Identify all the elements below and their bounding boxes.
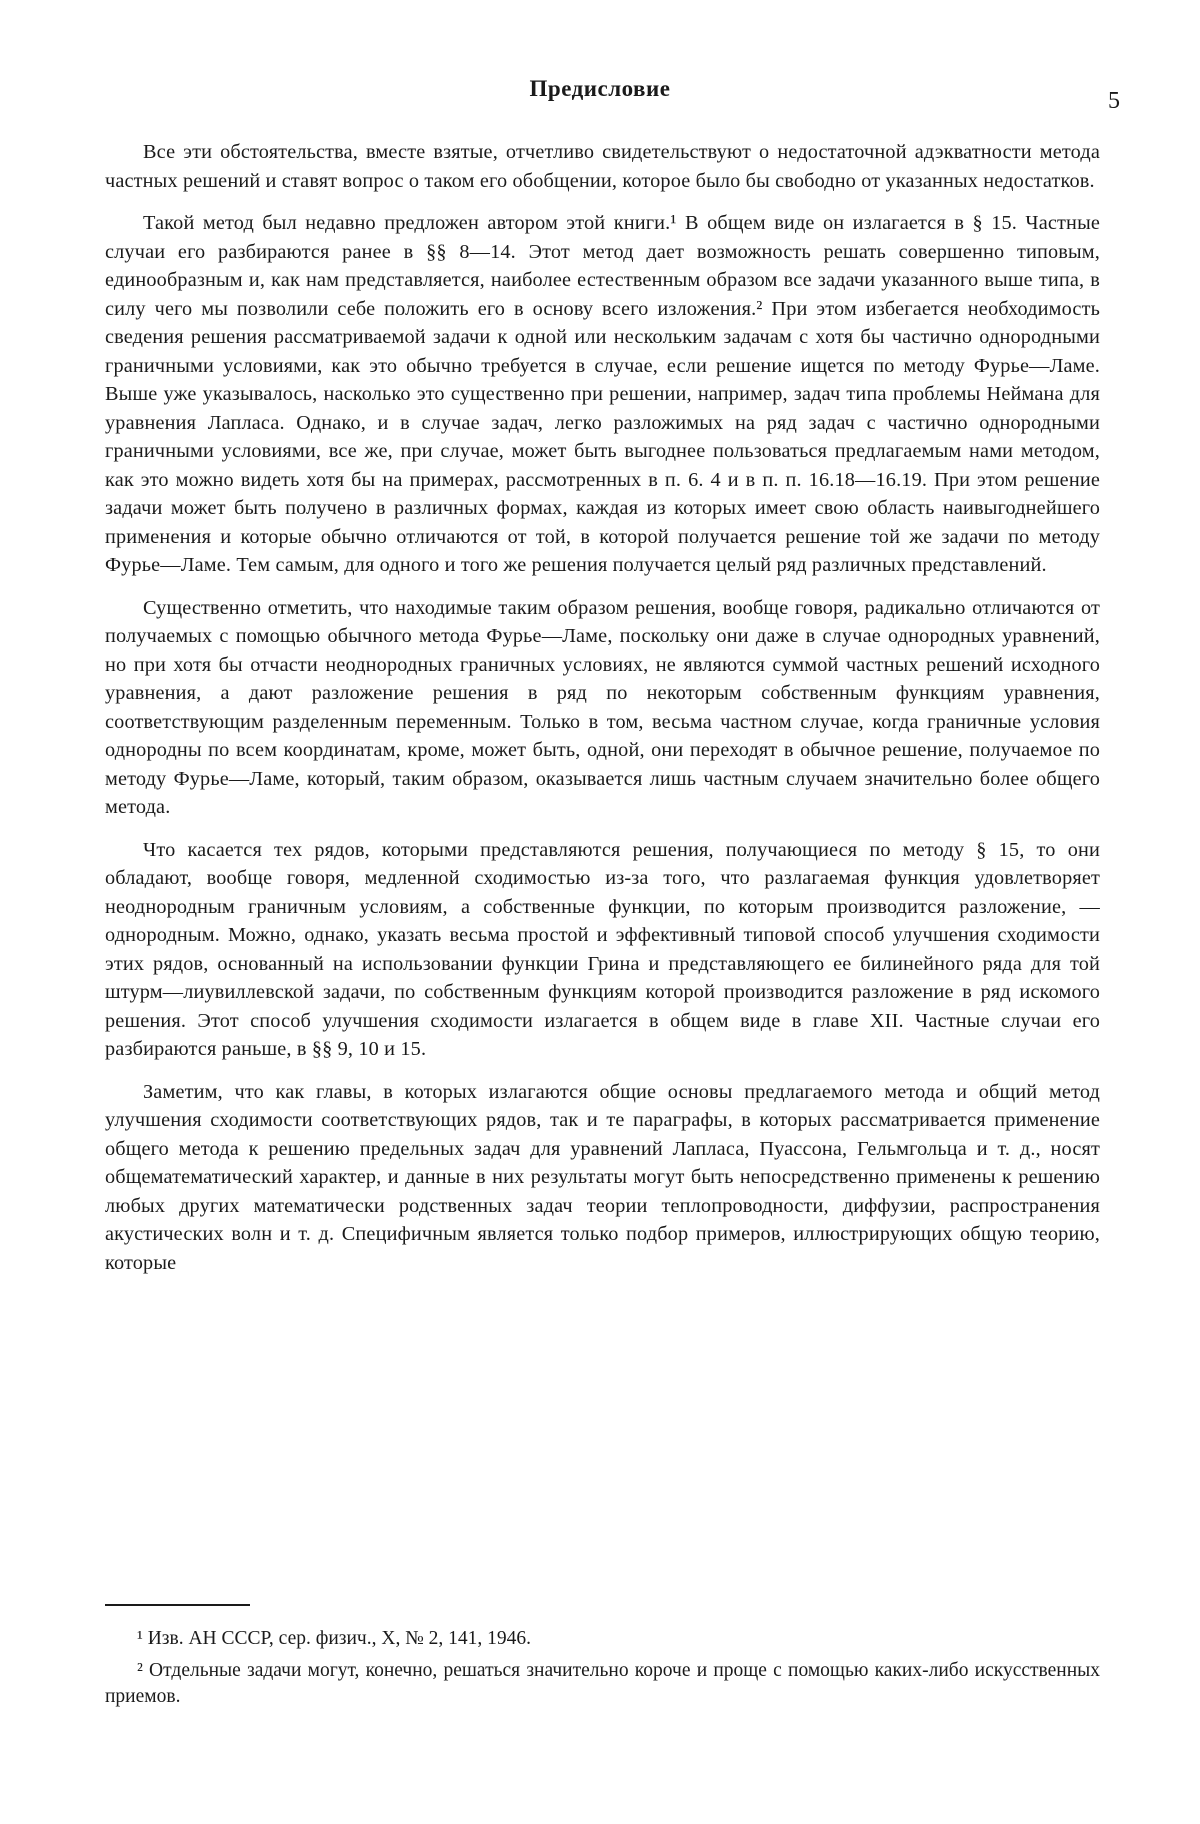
main-text — [105, 138, 1100, 1291]
paragraph-2: Такой метод был недавно предложен автором этой книги.¹ В общем виде он излагается в § 15. Частные случаи его разбираются ранее в §§ 8—14. Этот метод дает возможность решать совершенно типовым, единообразным и, как нам представляется, наиболее естественным образом все задачи указанного выше типа, в силу чего мы позволили себе положить его в основу всего изложения.² При этом избегается необходимость сведения решения рассматриваемой задачи к одной или нескольким задачам с хотя бы частично однородными граничными условиями, как это обычно требуется в случае, если решение ищется по методу Фурье—Ламе. Выше уже указывалось, насколько это существенно при решении, например, задач типа проблемы Неймана для уравнения Лапласа. Однако, и в случае задач, легко разложимых на ряд задач с частично однородными граничными условиями, все же, при случае, может быть выгоднее пользоваться предлагаемым нами методом, как это можно видеть хотя бы на примерах, рассмотренных в п. 6. 4 и в п. п. 16.18—16.19. При этом решение задачи может быть получено в различных формах, каждая из которых имеет свою область наивыгоднейшего применения и которые обычно отличаются от той, в которой получается решение той же задачи по методу Фурье—Ламе. Тем самым, для одного и того же решения получается целый ряд различных представлений. — [105, 212, 1100, 576]
paragraph-5: Заметим, что как главы, в которых излагаются общие основы предлагаемого метода и общий метод улучшения сходимости соответствующих рядов, так и те параграфы, в которых рассматривается применение общего метода к решению предельных задач для уравнений Лапласа, Пуассона, Гельмгольца и т. д., носят общематематический характер, и данные в них результаты могут быть непосредственно применены к решению любых других математически родственных задач теории теплопроводности, диффузии, распространения акустических волн и т. д. Специфичным является только подбор примеров, иллюстрирующих общую теорию, которые — [105, 1080, 1100, 1274]
paragraph-3: Существенно отметить, что находимые таким образом решения, вообще говоря, радикально отличаются от получаемых с помощью обычного метода Фурье—Ламе, поскольку они даже в случае однородных уравнений, но при хотя бы отчасти неоднородных граничных условиях, не являются суммой частных решений исходного уравнения, а дают разложение решения в ряд по некоторым собственным функциям уравнения, соответствующим разделенным переменным. Только в том, весьма частном случае, когда граничные условия однородны по всем координатам, кроме, может быть, одной, они переходят в обычное решение, получаемое по методу Фурье—Ламе, который, таким образом, оказывается лишь частным случаем значительно более общего метода. — [105, 596, 1100, 818]
page-number: 5 — [1108, 88, 1120, 114]
paragraph-4: Что касается тех рядов, которыми представляются решения, получающиеся по методу § 15, то они обладают, вообще говоря, медленной сходимостью из-за того, что разлагаемая функция удовлетворяет неоднородным граничным условиям, а собственные функции, по которым производится разложение, — однородным. Можно, однако, указать весьма простой и эффективный типовой способ улучшения сходимости этих рядов, основанный на использовании функции Грина и представляющего ее билинейного ряда для той штурм—лиувиллевской задачи, по собственным функциям которой производится разложение в ряд искомого решения. Этот способ улучшения сходимости излагается в общем виде в главе XII. Частные случаи его разбираются раньше, в §§ 9, 10 и 15. — [105, 838, 1100, 1060]
running-header-title: Предисловие — [529, 76, 671, 101]
paragraph-1: Все эти обстоятельства, вместе взятые, отчетливо свидетельствуют о недостаточной адэкватности метода частных решений и ставят вопрос о таком его обобщении, которое было бы свободно от указанных недостатков. — [105, 141, 1100, 192]
footnote-divider — [105, 1604, 250, 1606]
footnote-2: ² Отдельные задачи могут, конечно, решаться значительно короче и проще с помощью каких-либо искусственных приемов. — [105, 1660, 1100, 1707]
footnote-1: ¹ Изв. АН СССР, сер. физич., X, № 2, 141, 1946. — [137, 1628, 532, 1649]
footnotes — [105, 1626, 1100, 1716]
